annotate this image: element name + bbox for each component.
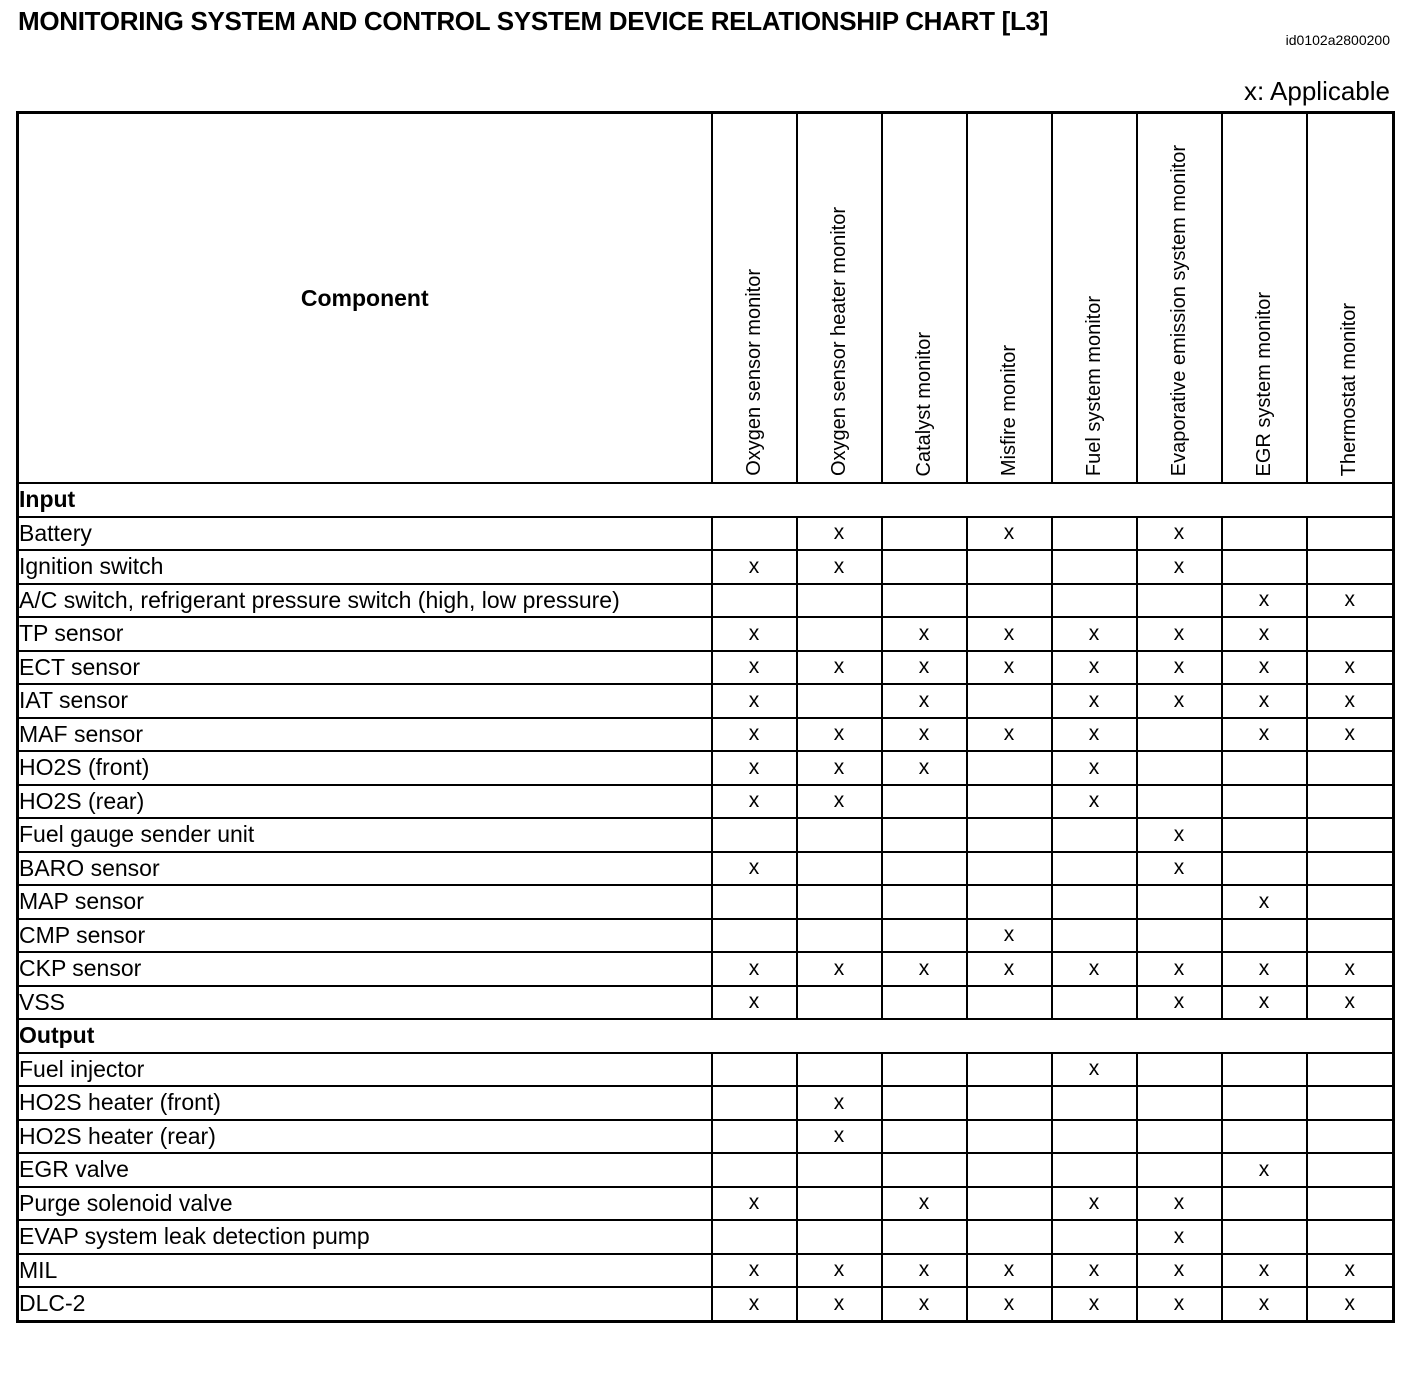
applicable-mark: x <box>1307 718 1394 752</box>
empty-cell <box>712 919 797 953</box>
applicable-mark: x <box>1307 584 1394 618</box>
empty-cell <box>882 517 967 551</box>
table-row <box>18 651 1394 685</box>
applicable-mark: x <box>1222 986 1307 1020</box>
monitor-header <box>1137 113 1222 484</box>
empty-cell <box>1137 584 1222 618</box>
empty-cell <box>1307 517 1394 551</box>
applicable-mark: x <box>712 1254 797 1288</box>
document-id: id0102a2800200 <box>1285 32 1390 48</box>
empty-cell <box>1052 919 1137 953</box>
applicable-mark: x <box>1052 1053 1137 1087</box>
applicable-mark: x <box>882 952 967 986</box>
table-row <box>18 1153 1394 1187</box>
section-row <box>18 1019 1394 1053</box>
empty-cell <box>1052 1153 1137 1187</box>
applicable-mark: x <box>1307 684 1394 718</box>
monitor-header <box>1222 113 1307 484</box>
page-title: MONITORING SYSTEM AND CONTROL SYSTEM DEVICE RELATIONSHIP CHART [L3] <box>18 6 1049 36</box>
empty-cell <box>967 1187 1052 1221</box>
empty-cell <box>882 1220 967 1254</box>
empty-cell <box>1222 1187 1307 1221</box>
component-name: HO2S (front) <box>18 751 712 785</box>
empty-cell <box>1052 517 1137 551</box>
table-row <box>18 1120 1394 1154</box>
applicable-mark: x <box>882 718 967 752</box>
empty-cell <box>1307 1220 1394 1254</box>
empty-cell <box>712 1053 797 1087</box>
applicable-mark: x <box>882 1187 967 1221</box>
applicable-mark: x <box>967 919 1052 953</box>
legend: x: Applicable <box>1244 76 1390 106</box>
empty-cell <box>1307 818 1394 852</box>
empty-cell <box>1307 550 1394 584</box>
table-row <box>18 818 1394 852</box>
applicable-mark: x <box>1137 617 1222 651</box>
applicable-mark: x <box>1222 1153 1307 1187</box>
applicable-mark: x <box>712 986 797 1020</box>
empty-cell <box>967 885 1052 919</box>
component-name: Battery <box>18 517 712 551</box>
empty-cell <box>967 986 1052 1020</box>
empty-cell <box>1052 550 1137 584</box>
applicable-mark: x <box>712 785 797 819</box>
empty-cell <box>1307 617 1394 651</box>
empty-cell <box>967 684 1052 718</box>
empty-cell <box>712 818 797 852</box>
empty-cell <box>967 818 1052 852</box>
applicable-mark: x <box>797 952 882 986</box>
empty-cell <box>797 852 882 886</box>
empty-cell <box>712 1220 797 1254</box>
empty-cell <box>797 986 882 1020</box>
applicable-mark: x <box>967 952 1052 986</box>
empty-cell <box>1222 550 1307 584</box>
applicable-mark: x <box>797 651 882 685</box>
empty-cell <box>967 1086 1052 1120</box>
applicable-mark: x <box>712 684 797 718</box>
component-name: HO2S heater (front) <box>18 1086 712 1120</box>
applicable-mark: x <box>797 550 882 584</box>
applicable-mark: x <box>1222 1287 1307 1321</box>
empty-cell <box>1307 885 1394 919</box>
monitor-header-label: Oxygen sensor monitor <box>742 269 765 476</box>
empty-cell <box>1137 718 1222 752</box>
table-row <box>18 1086 1394 1120</box>
empty-cell <box>1307 1120 1394 1154</box>
table-row <box>18 1220 1394 1254</box>
component-name: VSS <box>18 986 712 1020</box>
empty-cell <box>1137 751 1222 785</box>
component-name: IAT sensor <box>18 684 712 718</box>
empty-cell <box>1222 919 1307 953</box>
applicable-mark: x <box>1307 986 1394 1020</box>
applicable-mark: x <box>797 1254 882 1288</box>
component-name: BARO sensor <box>18 852 712 886</box>
applicable-mark: x <box>1137 1287 1222 1321</box>
applicable-mark: x <box>1052 1287 1137 1321</box>
empty-cell <box>797 584 882 618</box>
empty-cell <box>882 1120 967 1154</box>
empty-cell <box>797 617 882 651</box>
applicable-mark: x <box>1307 651 1394 685</box>
monitor-header-label: Thermostat monitor <box>1338 302 1361 476</box>
component-name: EGR valve <box>18 1153 712 1187</box>
section-label: Output <box>18 1019 1394 1053</box>
empty-cell <box>1307 1153 1394 1187</box>
applicable-mark: x <box>712 550 797 584</box>
table-row <box>18 785 1394 819</box>
empty-cell <box>967 1153 1052 1187</box>
table-row <box>18 718 1394 752</box>
empty-cell <box>797 1153 882 1187</box>
applicable-mark: x <box>1222 885 1307 919</box>
empty-cell <box>882 785 967 819</box>
applicable-mark: x <box>797 751 882 785</box>
applicable-mark: x <box>1052 1254 1137 1288</box>
applicable-mark: x <box>1052 1187 1137 1221</box>
table-row <box>18 751 1394 785</box>
component-name: MAF sensor <box>18 718 712 752</box>
empty-cell <box>1222 517 1307 551</box>
component-name: Fuel gauge sender unit <box>18 818 712 852</box>
empty-cell <box>1137 919 1222 953</box>
component-name: A/C switch, refrigerant pressure switch (high, low pressure) <box>18 584 712 618</box>
applicable-mark: x <box>1052 617 1137 651</box>
empty-cell <box>1307 1086 1394 1120</box>
table-row <box>18 1287 1394 1321</box>
applicable-mark: x <box>712 852 797 886</box>
applicable-mark: x <box>712 718 797 752</box>
component-name: HO2S (rear) <box>18 785 712 819</box>
empty-cell <box>967 785 1052 819</box>
empty-cell <box>1137 1086 1222 1120</box>
empty-cell <box>1052 1120 1137 1154</box>
table-row <box>18 1254 1394 1288</box>
applicable-mark: x <box>797 718 882 752</box>
empty-cell <box>1307 919 1394 953</box>
component-name: EVAP system leak detection pump <box>18 1220 712 1254</box>
component-name: TP sensor <box>18 617 712 651</box>
applicable-mark: x <box>712 952 797 986</box>
applicable-mark: x <box>1307 952 1394 986</box>
monitor-header <box>882 113 967 484</box>
applicable-mark: x <box>1222 651 1307 685</box>
applicable-mark: x <box>1137 986 1222 1020</box>
empty-cell <box>1137 1153 1222 1187</box>
table-row <box>18 852 1394 886</box>
applicable-mark: x <box>1137 651 1222 685</box>
empty-cell <box>1052 885 1137 919</box>
table-row <box>18 1053 1394 1087</box>
empty-cell <box>1137 885 1222 919</box>
empty-cell <box>1052 852 1137 886</box>
empty-cell <box>967 550 1052 584</box>
component-name: CKP sensor <box>18 952 712 986</box>
empty-cell <box>882 1086 967 1120</box>
applicable-mark: x <box>1137 1254 1222 1288</box>
table-row <box>18 617 1394 651</box>
component-name: Ignition switch <box>18 550 712 584</box>
empty-cell <box>712 1153 797 1187</box>
component-name: HO2S heater (rear) <box>18 1120 712 1154</box>
table-row <box>18 584 1394 618</box>
monitor-header-label: Oxygen sensor heater monitor <box>827 206 850 476</box>
empty-cell <box>882 986 967 1020</box>
monitor-header-label: Catalyst monitor <box>912 331 935 476</box>
empty-cell <box>967 1053 1052 1087</box>
monitor-header <box>967 113 1052 484</box>
table-row <box>18 1187 1394 1221</box>
applicable-mark: x <box>797 517 882 551</box>
applicable-mark: x <box>1137 852 1222 886</box>
empty-cell <box>882 885 967 919</box>
table-row <box>18 684 1394 718</box>
applicable-mark: x <box>967 617 1052 651</box>
component-name: DLC-2 <box>18 1287 712 1321</box>
component-name: Fuel injector <box>18 1053 712 1087</box>
applicable-mark: x <box>882 1254 967 1288</box>
empty-cell <box>1222 1053 1307 1087</box>
applicable-mark: x <box>1137 517 1222 551</box>
applicable-mark: x <box>967 651 1052 685</box>
empty-cell <box>797 1053 882 1087</box>
empty-cell <box>967 1120 1052 1154</box>
empty-cell <box>1052 1086 1137 1120</box>
monitor-header-label: Misfire monitor <box>997 344 1020 476</box>
empty-cell <box>967 1220 1052 1254</box>
empty-cell <box>712 517 797 551</box>
applicable-mark: x <box>1222 617 1307 651</box>
empty-cell <box>967 751 1052 785</box>
empty-cell <box>1307 1187 1394 1221</box>
applicable-mark: x <box>797 1120 882 1154</box>
empty-cell <box>1052 584 1137 618</box>
applicable-mark: x <box>1137 818 1222 852</box>
applicable-mark: x <box>882 617 967 651</box>
empty-cell <box>1137 1053 1222 1087</box>
applicable-mark: x <box>882 751 967 785</box>
section-label: Input <box>18 483 1394 517</box>
applicable-mark: x <box>797 785 882 819</box>
empty-cell <box>1052 818 1137 852</box>
empty-cell <box>712 1086 797 1120</box>
table-row <box>18 952 1394 986</box>
applicable-mark: x <box>1137 1220 1222 1254</box>
applicable-mark: x <box>1222 1254 1307 1288</box>
applicable-mark: x <box>1137 550 1222 584</box>
section-row <box>18 483 1394 517</box>
applicable-mark: x <box>712 1187 797 1221</box>
monitor-header-label: EGR system monitor <box>1252 291 1275 476</box>
empty-cell <box>967 852 1052 886</box>
applicable-mark: x <box>967 1287 1052 1321</box>
applicable-mark: x <box>1222 952 1307 986</box>
empty-cell <box>797 1220 882 1254</box>
applicable-mark: x <box>1052 952 1137 986</box>
applicable-mark: x <box>1222 684 1307 718</box>
monitor-header <box>797 113 882 484</box>
empty-cell <box>1052 1220 1137 1254</box>
chart-body <box>18 483 1394 1321</box>
empty-cell <box>1222 785 1307 819</box>
header-row <box>18 113 1394 484</box>
applicable-mark: x <box>882 651 967 685</box>
component-name: Purge solenoid valve <box>18 1187 712 1221</box>
component-name: ECT sensor <box>18 651 712 685</box>
applicable-mark: x <box>797 1287 882 1321</box>
monitor-header-label: Evaporative emission system monitor <box>1167 144 1190 476</box>
empty-cell <box>712 885 797 919</box>
applicable-mark: x <box>797 1086 882 1120</box>
empty-cell <box>1222 852 1307 886</box>
empty-cell <box>797 684 882 718</box>
empty-cell <box>1222 1120 1307 1154</box>
applicable-mark: x <box>882 1287 967 1321</box>
empty-cell <box>882 550 967 584</box>
component-name: MIL <box>18 1254 712 1288</box>
applicable-mark: x <box>1052 751 1137 785</box>
empty-cell <box>1307 1053 1394 1087</box>
empty-cell <box>797 1187 882 1221</box>
applicable-mark: x <box>1137 684 1222 718</box>
applicable-mark: x <box>1137 952 1222 986</box>
empty-cell <box>797 885 882 919</box>
applicable-mark: x <box>882 684 967 718</box>
applicable-mark: x <box>1052 718 1137 752</box>
empty-cell <box>797 919 882 953</box>
applicable-mark: x <box>712 751 797 785</box>
empty-cell <box>1137 785 1222 819</box>
empty-cell <box>882 919 967 953</box>
monitor-header <box>1307 113 1394 484</box>
empty-cell <box>712 584 797 618</box>
empty-cell <box>1307 785 1394 819</box>
applicable-mark: x <box>1052 684 1137 718</box>
empty-cell <box>882 1053 967 1087</box>
applicable-mark: x <box>1052 785 1137 819</box>
empty-cell <box>1222 1086 1307 1120</box>
applicable-mark: x <box>1307 1254 1394 1288</box>
empty-cell <box>1222 1220 1307 1254</box>
empty-cell <box>882 1153 967 1187</box>
applicable-mark: x <box>712 1287 797 1321</box>
empty-cell <box>1137 1120 1222 1154</box>
empty-cell <box>1307 852 1394 886</box>
table-row <box>18 919 1394 953</box>
table-row <box>18 517 1394 551</box>
empty-cell <box>1052 986 1137 1020</box>
applicable-mark: x <box>1222 584 1307 618</box>
applicable-mark: x <box>1052 651 1137 685</box>
empty-cell <box>882 818 967 852</box>
table-row <box>18 885 1394 919</box>
applicable-mark: x <box>967 517 1052 551</box>
empty-cell <box>1222 818 1307 852</box>
table-row <box>18 550 1394 584</box>
empty-cell <box>967 584 1052 618</box>
empty-cell <box>712 1120 797 1154</box>
monitor-header <box>1052 113 1137 484</box>
empty-cell <box>1307 751 1394 785</box>
applicable-mark: x <box>712 617 797 651</box>
applicable-mark: x <box>1307 1287 1394 1321</box>
applicable-mark: x <box>1222 718 1307 752</box>
applicable-mark: x <box>967 718 1052 752</box>
component-name: MAP sensor <box>18 885 712 919</box>
applicable-mark: x <box>967 1254 1052 1288</box>
component-header: Component <box>18 113 712 484</box>
monitor-header-label: Fuel system monitor <box>1082 295 1105 476</box>
empty-cell <box>882 584 967 618</box>
component-name: CMP sensor <box>18 919 712 953</box>
empty-cell <box>1222 751 1307 785</box>
applicable-mark: x <box>712 651 797 685</box>
monitor-header <box>712 113 797 484</box>
applicable-mark: x <box>1137 1187 1222 1221</box>
table-row <box>18 986 1394 1020</box>
relationship-chart <box>16 111 1395 1323</box>
empty-cell <box>797 818 882 852</box>
empty-cell <box>882 852 967 886</box>
